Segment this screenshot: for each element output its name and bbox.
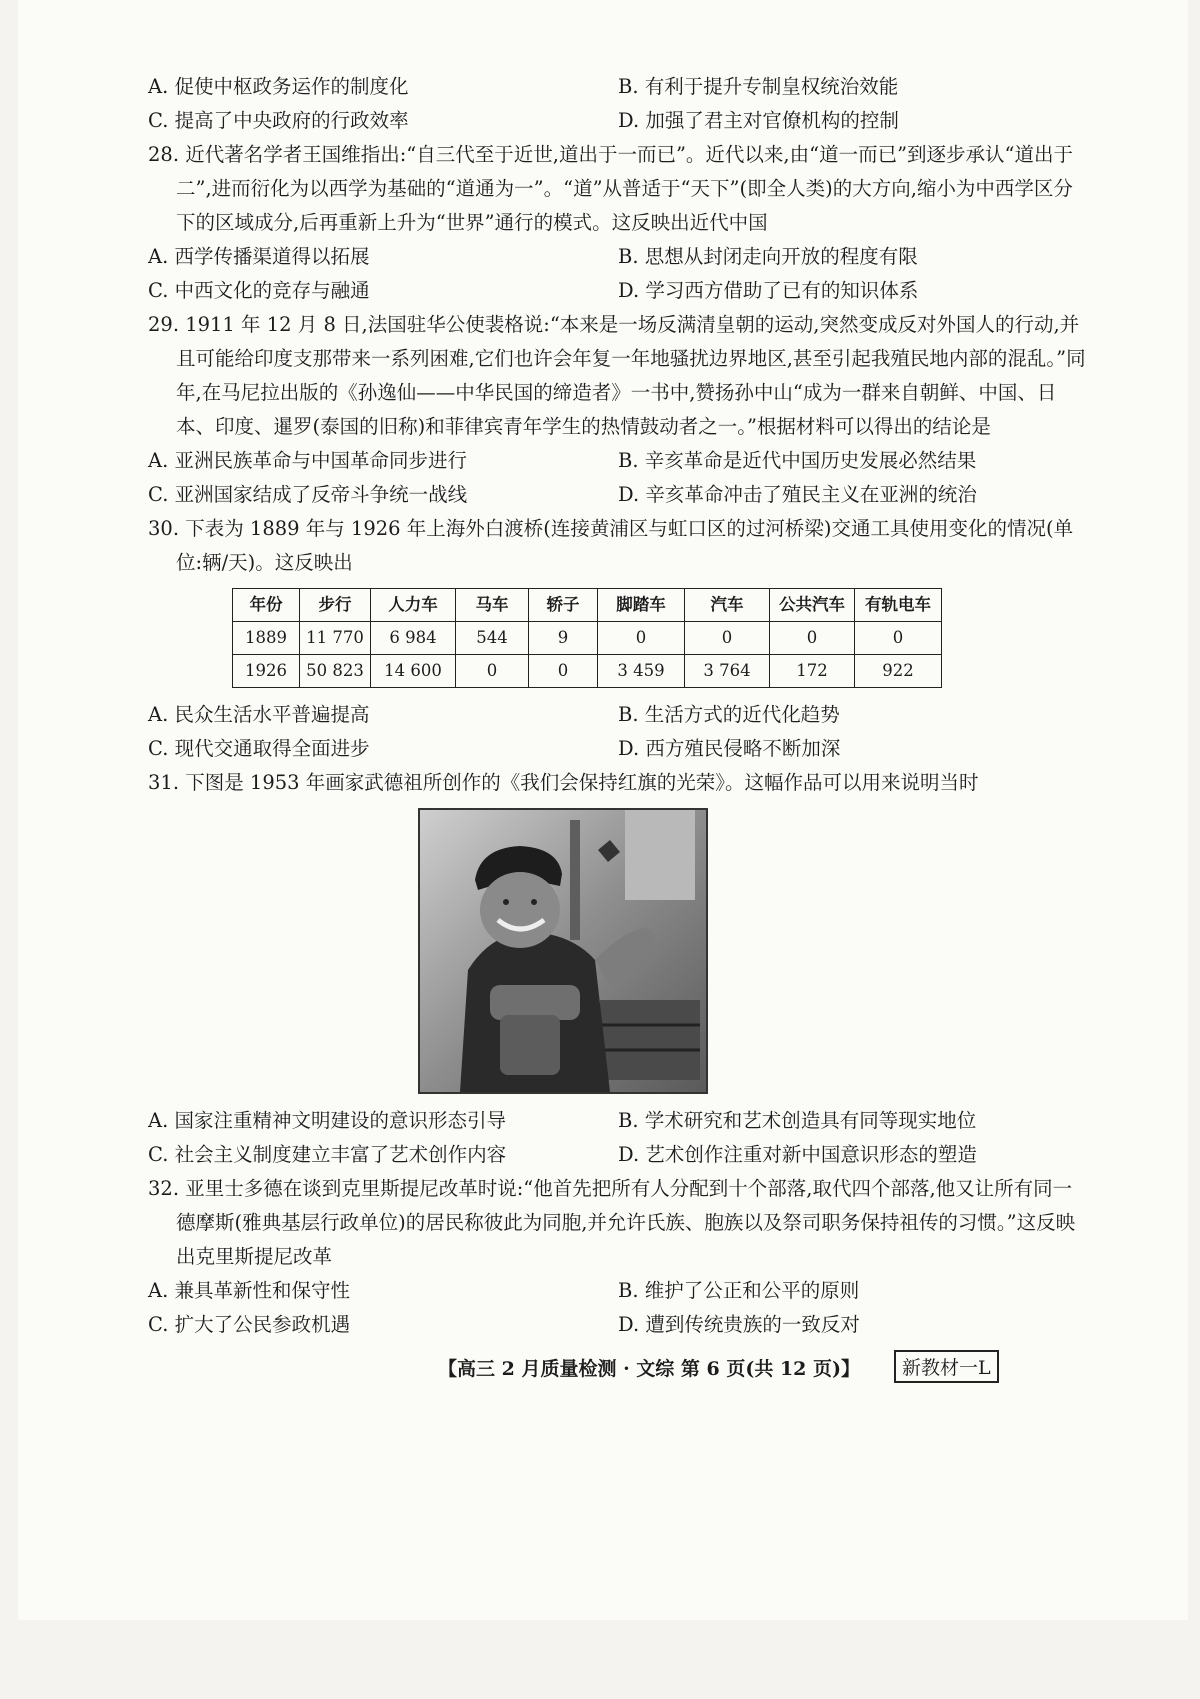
q27-option-a[interactable]: A. 促使中枢政务运作的制度化 (148, 75, 409, 98)
q32-option-c[interactable]: C. 扩大了公民参政机遇 (148, 1313, 351, 1336)
table-cell: 544 (456, 622, 529, 655)
footer-page-info: 【高三 2 月质量检测 · 文综 第 6 页(共 12 页)】 (438, 1358, 861, 1380)
table-cell: 3 764 (685, 655, 770, 688)
table-cell: 0 (529, 655, 598, 688)
q27-option-c[interactable]: C. 提高了中央政府的行政效率 (148, 109, 409, 132)
exam-page (18, 0, 1188, 1620)
q28-stem: 28. 近代著名学者王国维指出:“自三代至于近世,道出于一而已”。近代以来,由“道一而已”到逐步承认“道出于二”,进而衍化为以西学为基础的“道通为一”。“道”从普适于“天下”(即全人类)的大方向,缩小为中西学区分下的区域成分,后再重新上升为“世界”通行的模式。这反映出近代中国 (148, 143, 1074, 234)
q32-options-row2 (148, 1308, 1088, 1342)
q29-option-a[interactable]: A. 亚洲民族革命与中国革命同步进行 (148, 449, 467, 472)
q32-option-a[interactable]: A. 兼具革新性和保守性 (148, 1279, 350, 1302)
q31-option-c[interactable]: C. 社会主义制度建立丰富了艺术创作内容 (148, 1143, 507, 1166)
table-cell: 50 823 (300, 655, 371, 688)
q31-stem: 31. 下图是 1953 年画家武德祖所创作的《我们会保持红旗的光荣》。这幅作品可以用来说明当时 (148, 771, 979, 794)
q28-option-d[interactable]: D. 学习西方借助了已有的知识体系 (618, 279, 919, 302)
q28-options-row2 (148, 274, 1088, 308)
q28-option-a[interactable]: A. 西学传播渠道得以拓展 (148, 245, 370, 268)
table-header-cell: 脚踏车 (598, 589, 685, 622)
q30-option-b[interactable]: B. 生活方式的近代化趋势 (618, 703, 840, 726)
q30-option-d[interactable]: D. 西方殖民侵略不断加深 (618, 737, 841, 760)
footer-edition-badge: 新教材一L (894, 1350, 999, 1383)
table-cell: 1926 (233, 655, 300, 688)
q27-option-d[interactable]: D. 加强了君主对官僚机构的控制 (618, 109, 899, 132)
q30-options-row2 (148, 732, 1088, 766)
table-cell: 0 (598, 622, 685, 655)
q29-option-c[interactable]: C. 亚洲国家结成了反帝斗争统一战线 (148, 483, 468, 506)
table-header-row (233, 589, 942, 622)
q27-options-row2 (148, 104, 1088, 138)
q29-options-row1 (148, 444, 1088, 478)
q31-options-row2 (148, 1138, 1088, 1172)
q28-options-row1 (148, 240, 1088, 274)
q31-options-row1 (148, 1104, 1088, 1138)
table-header-cell: 步行 (300, 589, 371, 622)
table-cell: 9 (529, 622, 598, 655)
table-header-cell: 有轨电车 (855, 589, 942, 622)
q27-option-b[interactable]: B. 有利于提升专制皇权统治效能 (618, 75, 899, 98)
q30-option-c[interactable]: C. 现代交通取得全面进步 (148, 737, 370, 760)
table-cell: 6 984 (371, 622, 456, 655)
table-header-cell: 公共汽车 (770, 589, 855, 622)
q29-option-b[interactable]: B. 辛亥革命是近代中国历史发展必然结果 (618, 449, 977, 472)
q28-option-c[interactable]: C. 中西文化的竞存与融通 (148, 279, 370, 302)
table-cell: 172 (770, 655, 855, 688)
q28-option-b[interactable]: B. 思想从封闭走向开放的程度有限 (618, 245, 918, 268)
table-cell: 0 (855, 622, 942, 655)
q27-options-row1 (148, 70, 1088, 104)
painting-illustration (420, 810, 706, 1092)
q29-option-d[interactable]: D. 辛亥革命冲击了殖民主义在亚洲的统治 (618, 483, 977, 506)
table-cell: 922 (855, 655, 942, 688)
q31-option-a[interactable]: A. 国家注重精神文明建设的意识形态引导 (148, 1109, 506, 1132)
table-cell: 0 (456, 655, 529, 688)
table-cell: 0 (770, 622, 855, 655)
table-header-cell: 年份 (233, 589, 300, 622)
q30-option-a[interactable]: A. 民众生活水平普遍提高 (148, 703, 370, 726)
traffic-table (232, 588, 942, 688)
table-row (233, 655, 942, 688)
q31-option-b[interactable]: B. 学术研究和艺术创造具有同等现实地位 (618, 1109, 977, 1132)
q32-stem: 32. 亚里士多德在谈到克里斯提尼改革时说:“他首先把所有人分配到十个部落,取代四个部落,他又让所有同一德摩斯(雅典基层行政单位)的居民称彼此为同胞,并允许氏族、胞族以及祭司职务保持祖传的习惯。”这反映出克里斯提尼改革 (148, 1177, 1076, 1268)
q32-options-row1 (148, 1274, 1088, 1308)
table-cell: 14 600 (371, 655, 456, 688)
page-content (148, 70, 1088, 1342)
table-cell: 1889 (233, 622, 300, 655)
q30-options-row1 (148, 698, 1088, 732)
q29-options-row2 (148, 478, 1088, 512)
q32-option-b[interactable]: B. 维护了公正和公平的原则 (618, 1279, 860, 1302)
table-header-cell: 人力车 (371, 589, 456, 622)
table-cell: 11 770 (300, 622, 371, 655)
painting-image (418, 808, 708, 1094)
table-row (233, 622, 942, 655)
q29-stem: 29. 1911 年 12 月 8 日,法国驻华公使裴格说:“本来是一场反满清皇朝的运动,突然变成反对外国人的行动,并且可能给印度支那带来一系列困难,它们也许会年复一年地骚扰边界地区,甚至引起我殖民地内部的混乱。”同年,在马尼拉出版的《孙逸仙——中华民国的缔造者》一书中,赞扬孙中山“成为一群来自朝鲜、中国、日本、印度、暹罗(泰国的旧称)和菲律宾青年学生的热情鼓动者之一。”根据材料可以得出的结论是 (148, 313, 1086, 438)
q32-option-d[interactable]: D. 遭到传统贵族的一致反对 (618, 1313, 860, 1336)
table-header-cell: 汽车 (685, 589, 770, 622)
table-cell: 0 (685, 622, 770, 655)
table-header-cell: 马车 (456, 589, 529, 622)
table-header-cell: 轿子 (529, 589, 598, 622)
table-cell: 3 459 (598, 655, 685, 688)
q31-option-d[interactable]: D. 艺术创作注重对新中国意识形态的塑造 (618, 1143, 977, 1166)
q30-stem: 30. 下表为 1889 年与 1926 年上海外白渡桥(连接黄浦区与虹口区的过河桥梁)交通工具使用变化的情况(单位:辆/天)。这反映出 (148, 517, 1074, 574)
